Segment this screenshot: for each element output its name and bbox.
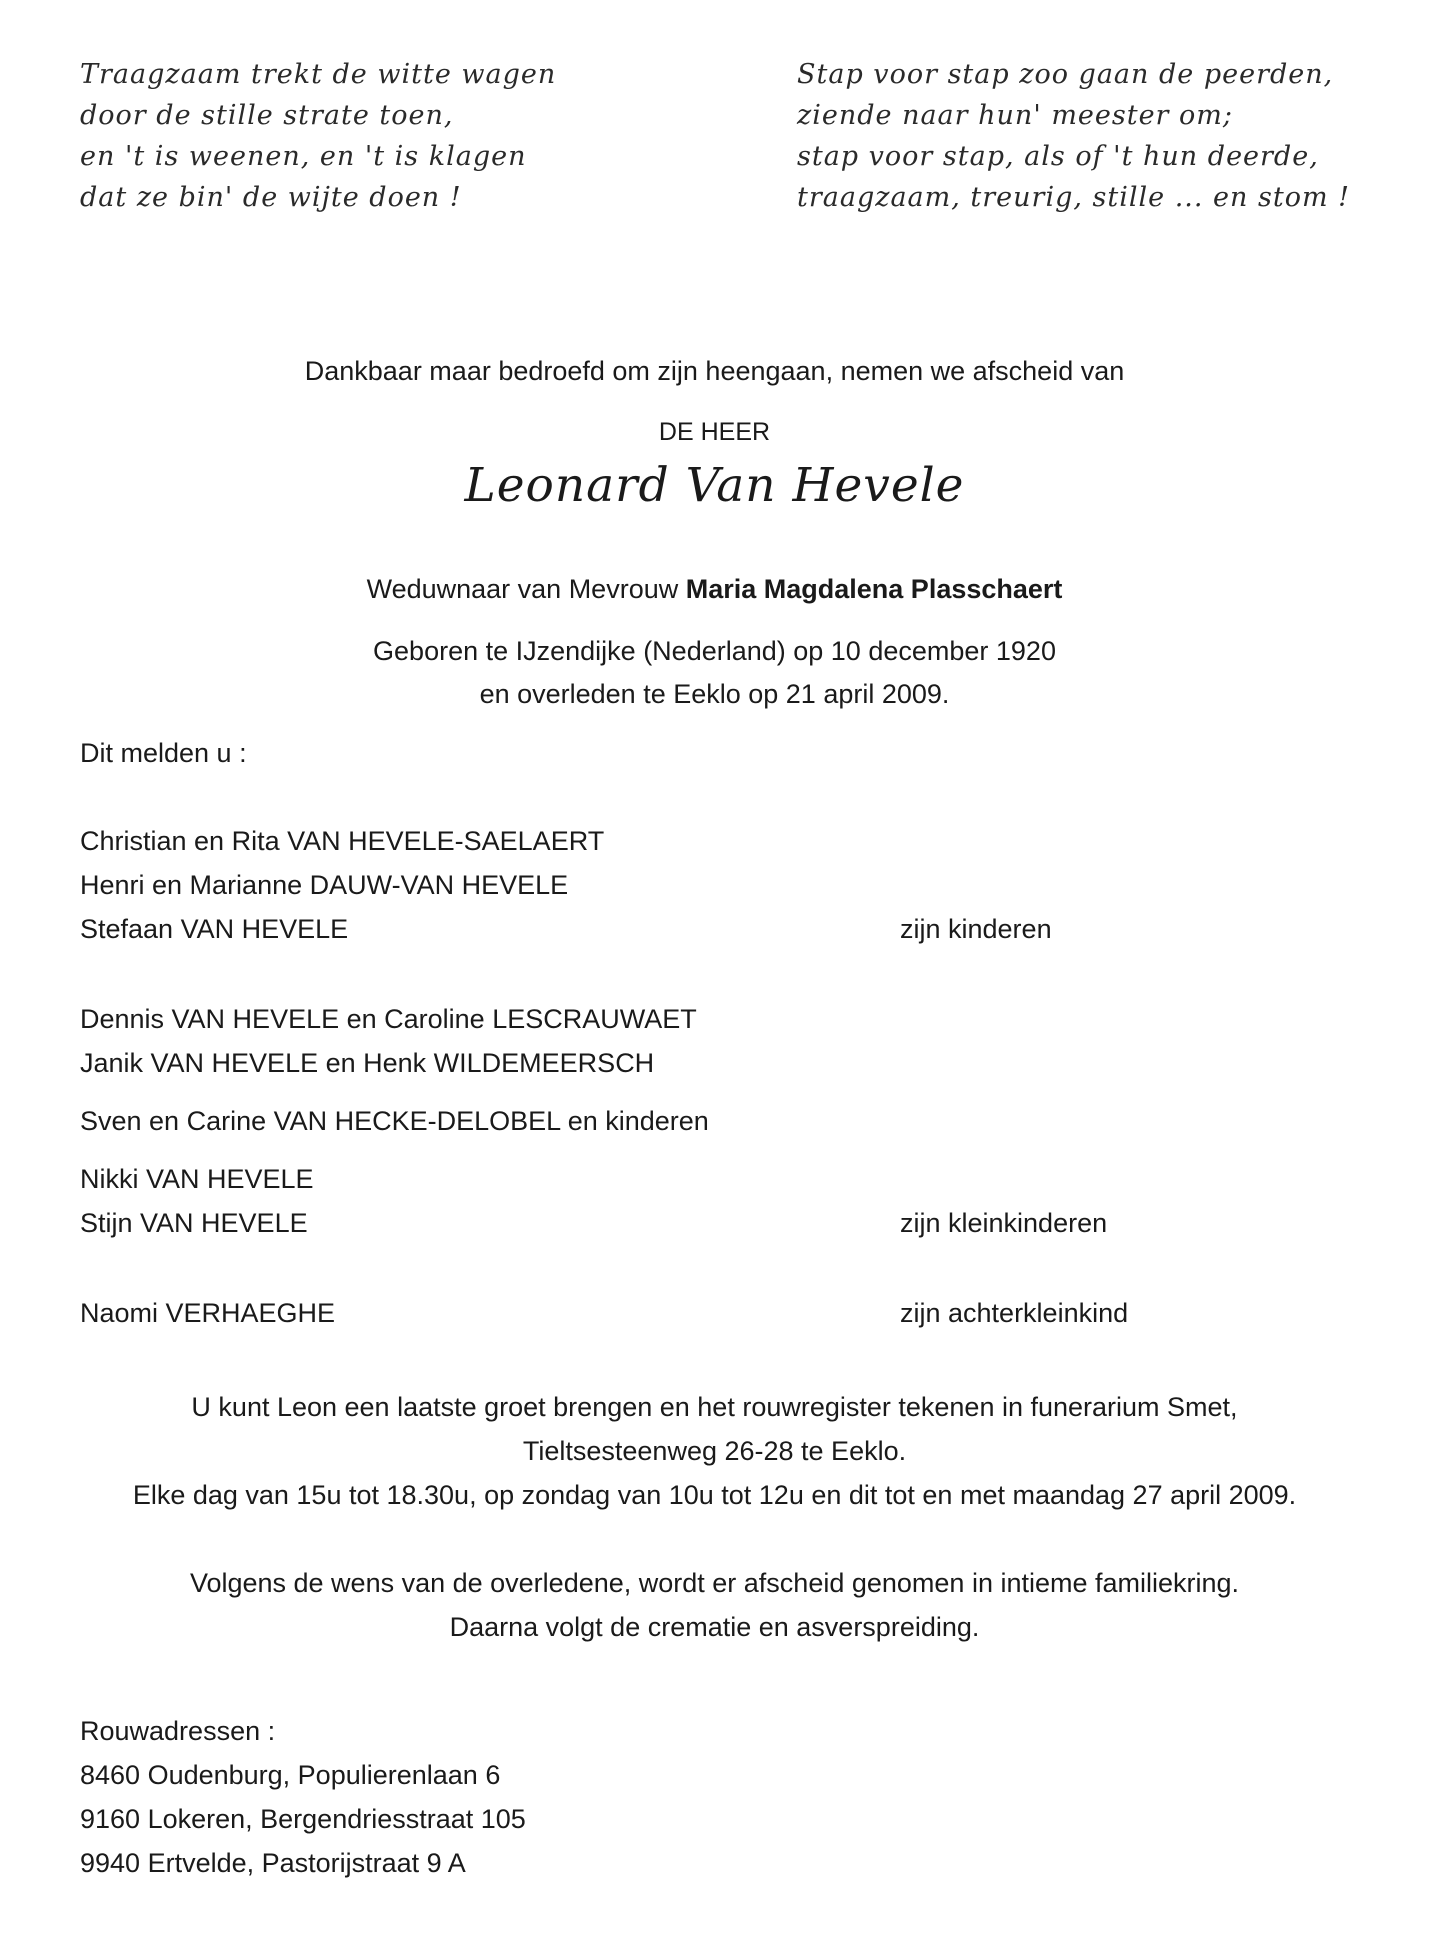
poem-line: dat ze bin' de wijte doen ! — [80, 182, 462, 213]
visitation-line: U kunt Leon een laatste groet brengen en het rouwregister tekenen in funerarium Smet, — [191, 1392, 1238, 1422]
farewell-line: Volgens de wens van de overledene, wordt er afscheid genomen in intieme familiekring. — [189, 1568, 1240, 1598]
child-name: Christian en Rita VAN HEVELE-SAELAERT — [80, 826, 605, 856]
child-name: Henri en Marianne DAUW-VAN HEVELE — [80, 870, 569, 900]
announcement-intro: Dankbaar maar bedroefd om zijn heengaan, nemen we afscheid van — [304, 356, 1125, 386]
poem-line: en 't is weenen, en 't is klagen — [80, 141, 527, 172]
death-line: en overleden te Eeklo op 21 april 2009. — [479, 679, 950, 709]
deceased-name: Leonard Van Hevele — [464, 458, 965, 513]
grandchildren-label: zijn kleinkinderen — [900, 1208, 1108, 1238]
grandchild-name: Janik VAN HEVELE en Henk WILDEMEERSCH — [80, 1048, 655, 1078]
poem-line: ziende naar hun' meester om; — [797, 100, 1234, 131]
grandchild-name: Sven en Carine VAN HECKE-DELOBEL en kinderen — [80, 1106, 709, 1136]
grandchild-name: Nikki VAN HEVELE — [80, 1164, 314, 1194]
address-line: 8460 Oudenburg, Populierenlaan 6 — [80, 1760, 501, 1790]
grandchild-name: Dennis VAN HEVELE en Caroline LESCRAUWAET — [80, 1004, 697, 1034]
spouse-name: Maria Magdalena Plasschaert — [685, 574, 1063, 604]
poem-right — [797, 54, 1350, 218]
addresses-heading: Rouwadressen : — [80, 1716, 276, 1746]
child-name: Stefaan VAN HEVELE — [80, 914, 349, 944]
great-grandchild-label: zijn achterkleinkind — [900, 1298, 1129, 1328]
visitation-line: Elke dag van 15u tot 18.30u, op zondag van 10u tot 12u en dit tot en met maandag 27 april 2009. — [132, 1480, 1297, 1510]
poem-line: stap voor stap, als of 't hun deerde, — [797, 141, 1319, 172]
family-heading: Dit melden u : — [80, 738, 247, 768]
deceased-title: DE HEER — [658, 418, 771, 446]
spouse-line — [0, 574, 1429, 605]
poem-line: Traagzaam trekt de witte wagen — [80, 59, 557, 90]
spouse-prefix: Weduwnaar van Mevrouw — [366, 574, 686, 604]
poem-line: door de stille strate toen, — [80, 100, 454, 131]
farewell-line: Daarna volgt de crematie en asverspreiding. — [449, 1612, 980, 1642]
birth-line: Geboren te IJzendijke (Nederland) op 10 december 1920 — [373, 636, 1056, 666]
grandchild-name: Stijn VAN HEVELE — [80, 1208, 308, 1238]
address-line: 9940 Ertvelde, Pastorijstraat 9 A — [80, 1848, 466, 1878]
poem-left — [80, 54, 556, 218]
poem-line: traagzaam, treurig, stille ... en stom ! — [797, 182, 1350, 213]
address-line: 9160 Lokeren, Bergendriesstraat 105 — [80, 1804, 526, 1834]
children-label: zijn kinderen — [900, 914, 1052, 944]
poem-line: Stap voor stap zoo gaan de peerden, — [797, 59, 1334, 90]
visitation-line: Tieltsesteenweg 26-28 te Eeklo. — [522, 1436, 907, 1466]
great-grandchild-name: Naomi VERHAEGHE — [80, 1298, 336, 1328]
